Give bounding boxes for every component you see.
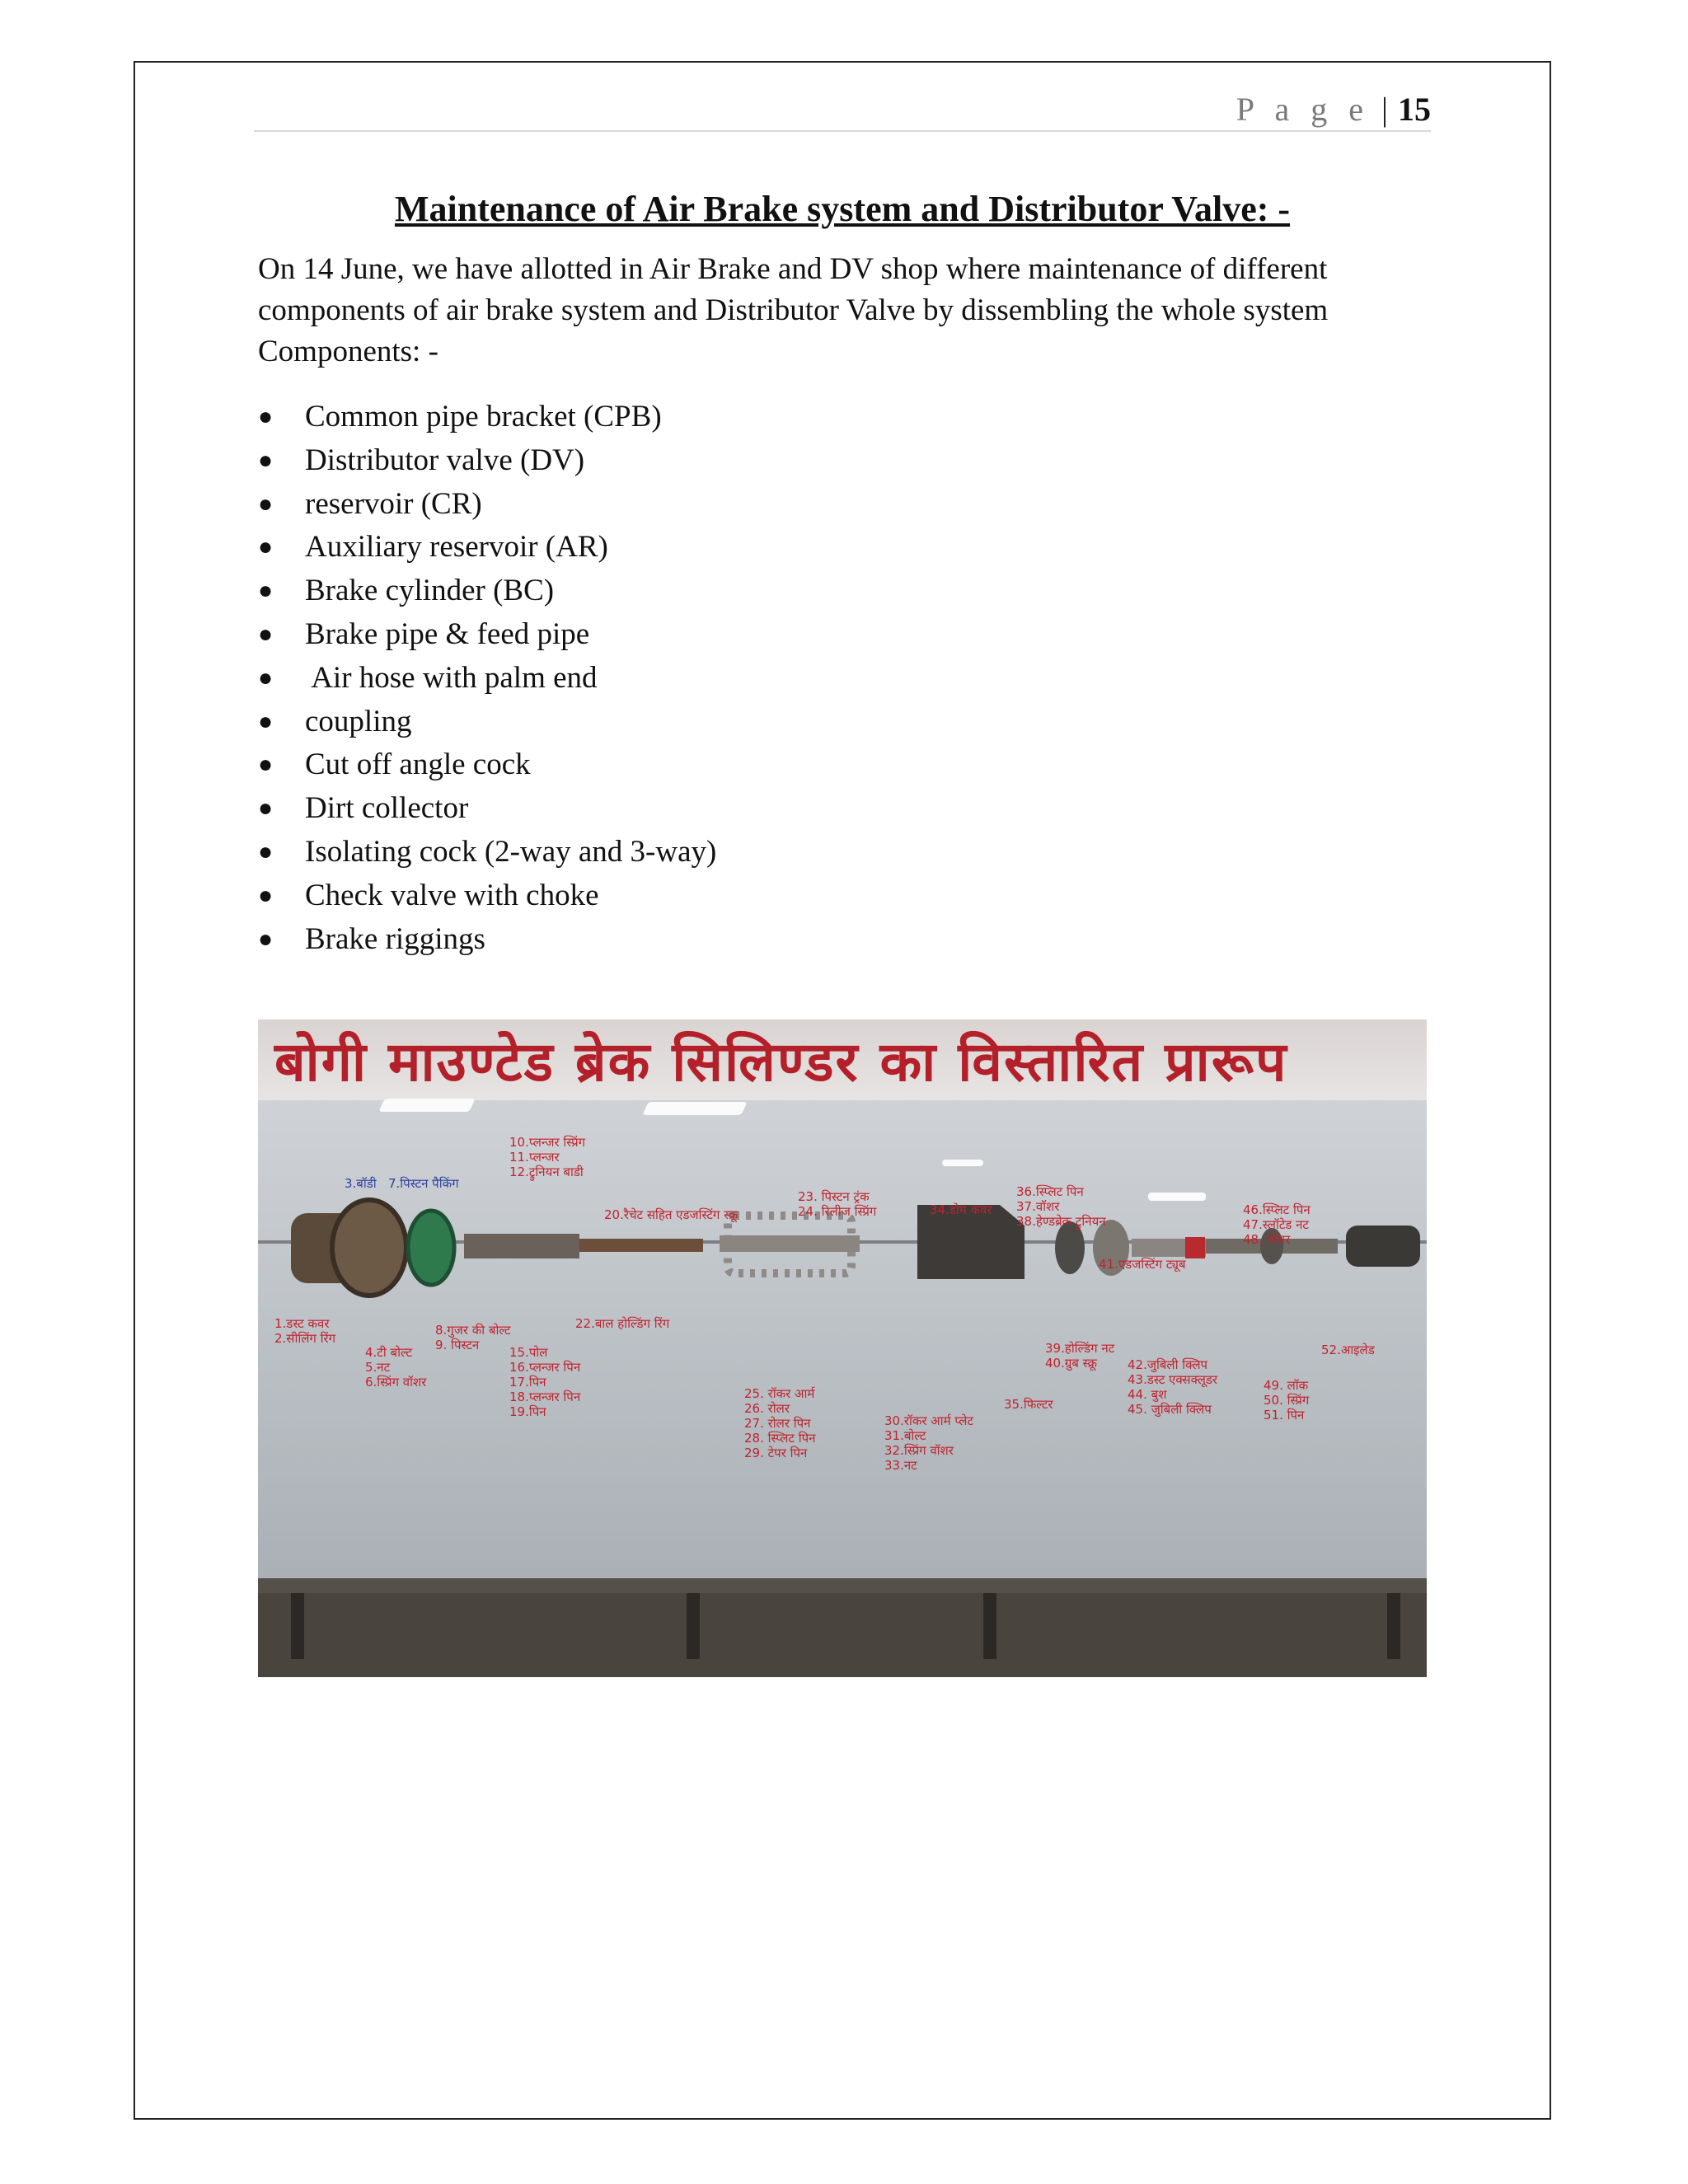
light-glare xyxy=(942,1160,983,1166)
components-list xyxy=(258,396,716,961)
bullet-icon: ● xyxy=(258,620,274,648)
part-label: 49. लॉक 50. स्प्रिंग 51. पिन xyxy=(1264,1378,1310,1422)
list-item xyxy=(258,743,716,787)
adjusting-screw-shape xyxy=(579,1239,703,1252)
bullet-icon: ● xyxy=(258,403,274,430)
list-item-text: reservoir (CR) xyxy=(305,486,482,521)
part-label: 23. पिस्टन ट्रंक 24. रिलीज स्प्रिंग xyxy=(798,1189,877,1219)
intro-line-1: On 14 June, we have allotted in Air Brake and DV shop where maintenance of different xyxy=(258,252,1328,286)
section-title: Maintenance of Air Brake system and Distributor Valve: - xyxy=(394,189,1291,229)
page-label: P a g e xyxy=(1236,91,1370,128)
plunger-shape xyxy=(464,1234,579,1258)
part-label: 34.डोम कवर xyxy=(930,1202,992,1217)
bullet-icon: ● xyxy=(258,751,274,779)
bullet-icon: ● xyxy=(258,925,274,953)
bullet-icon: ● xyxy=(258,533,274,561)
light-glare xyxy=(378,1099,475,1112)
list-item-text: Cut off angle cock xyxy=(305,748,531,782)
shelf-leg xyxy=(983,1593,996,1659)
part-label: 41.एडजस्टिंग ट्यूब xyxy=(1099,1257,1186,1272)
intro-paragraph xyxy=(258,249,1445,373)
part-label: 1.डस्ट कवर 2.सीलिंग रिंग xyxy=(274,1316,336,1346)
bullet-icon: ● xyxy=(258,663,274,691)
shelf-leg xyxy=(291,1593,304,1659)
list-item xyxy=(258,613,716,657)
part-label: 39.होल्डिंग नट 40.ग्रुब स्क्रू xyxy=(1045,1341,1115,1371)
filter-shape xyxy=(1055,1221,1085,1274)
list-item xyxy=(258,396,716,439)
bullet-icon: ● xyxy=(258,446,274,474)
page-header xyxy=(254,89,1431,132)
bullet-icon: ● xyxy=(258,794,274,823)
list-item-text: Air hose with palm end xyxy=(305,660,598,695)
list-item-text: Dirt collector xyxy=(305,791,469,826)
eye-end-shape xyxy=(1346,1226,1420,1267)
part-label: 35.फिल्टर xyxy=(1004,1397,1053,1412)
list-item-text: Auxiliary reservoir (AR) xyxy=(305,530,608,565)
piston-packing-shape xyxy=(408,1211,454,1285)
brake-cylinder-display-photo xyxy=(258,1019,1427,1677)
page-number: 15 xyxy=(1398,91,1431,128)
bullet-icon: ● xyxy=(258,707,274,735)
intro-line-3: Components: - xyxy=(258,335,438,368)
list-item xyxy=(258,787,716,831)
part-label: 25. रॉकर आर्म 26. रोलर 27. रोलर पिन 28. स्प्लिट पिन 29. टेपर पिन xyxy=(744,1386,816,1460)
piston-trunk-shape xyxy=(720,1235,860,1252)
part-label: 42.जुबिली क्लिप 43.डस्ट एक्सक्लूडर 44. बुश 45. जुबिली क्लिप xyxy=(1128,1357,1218,1417)
list-item-text: Brake pipe & feed pipe xyxy=(305,616,590,651)
part-label: 36.स्प्लिट पिन 37.वॉशर 38.हेण्डब्रेक ट्रुनियन xyxy=(1016,1184,1106,1229)
bullet-icon: ● xyxy=(258,490,274,518)
part-label: 15.पोल 16.प्लन्जर पिन 17.पिन 18.प्लन्जर पिन 19.पिन xyxy=(509,1345,581,1419)
list-item-text: Distributor valve (DV) xyxy=(305,443,585,477)
list-item xyxy=(258,526,716,569)
part-label: 3.बॉडी 7.पिस्टन पैकिंग xyxy=(345,1176,459,1191)
bullet-icon: ● xyxy=(258,837,274,865)
shelf-underside xyxy=(258,1593,1427,1677)
part-label: 20.रैचेट सहित एडजस्टिंग स्क्रू xyxy=(604,1207,738,1222)
display-shelf xyxy=(258,1578,1427,1593)
part-label: 46.स्प्लिट पिन 47.स्लॉटेड नट 48. वॉशर xyxy=(1243,1202,1311,1247)
list-item xyxy=(258,657,716,701)
list-item-text: Brake riggings xyxy=(305,921,485,956)
part-label: 30.रॉकर आर्म प्लेट 31.बोल्ट 32.स्प्रिंग वॉशर 33.नट xyxy=(884,1413,973,1473)
part-label: 8.गुजर की बोल्ट 9. पिस्टन xyxy=(435,1323,511,1352)
list-item-text: coupling xyxy=(305,704,412,738)
list-item-text: Brake cylinder (BC) xyxy=(305,574,555,608)
list-item xyxy=(258,701,716,744)
list-item xyxy=(258,569,716,613)
list-item-text: Check valve with choke xyxy=(305,878,599,912)
part-label: 22.बाल होल्डिंग रिंग xyxy=(575,1316,670,1331)
list-item xyxy=(258,918,716,962)
part-label: 10.प्लन्जर स्प्रिंग 11.प्लन्जर 12.ट्रुनियन बाडी xyxy=(509,1135,586,1179)
cylinder-flange-shape xyxy=(332,1200,406,1296)
list-item xyxy=(258,439,716,483)
part-label: 4.टी बोल्ट 5.नट 6.स्प्रिंग वॉशर xyxy=(365,1345,427,1390)
jubilee-clip-shape xyxy=(1185,1237,1205,1258)
bullet-icon: ● xyxy=(258,881,274,909)
list-item xyxy=(258,874,716,918)
photo-banner xyxy=(258,1019,1427,1100)
shelf-leg xyxy=(1387,1593,1400,1659)
shelf-leg xyxy=(687,1593,700,1659)
list-item-text: Common pipe bracket (CPB) xyxy=(305,400,662,434)
list-item xyxy=(258,483,716,527)
photo-banner-text: बोगी माउण्टेड ब्रेक सिलिण्डर का विस्तारित प्रारूप xyxy=(274,1030,1288,1094)
light-glare xyxy=(642,1102,747,1115)
bullet-icon: ● xyxy=(258,577,274,605)
intro-line-2: components of air brake system and Distributor Valve by dissembling the whole system xyxy=(258,293,1329,327)
list-item xyxy=(258,831,716,874)
list-item-text: Isolating cock (2-way and 3-way) xyxy=(305,834,717,869)
page-separator: | xyxy=(1381,91,1388,128)
part-label: 52.आइलेड xyxy=(1321,1343,1375,1357)
